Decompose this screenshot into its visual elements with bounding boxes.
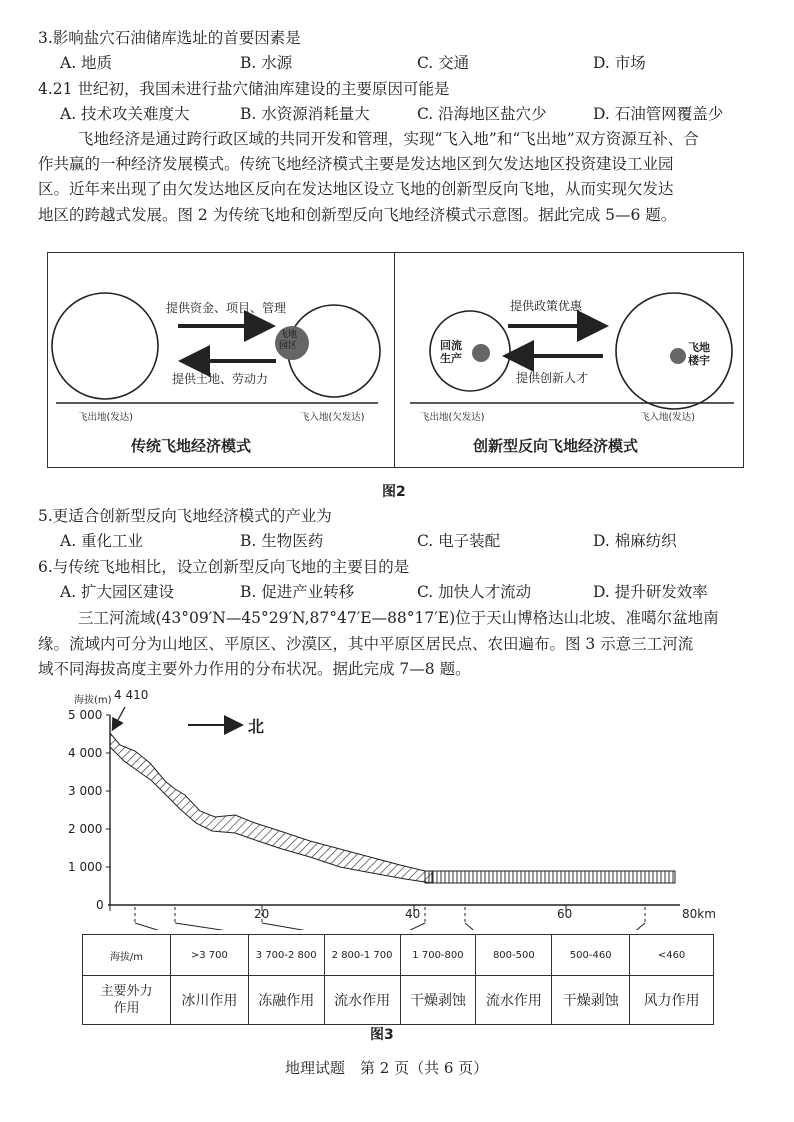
- left-panel-title: 传统飞地经济模式: [131, 437, 252, 455]
- q4-stem: 4.21 世纪初，我国未进行盐穴储油库建设的主要原因可能是: [38, 80, 450, 98]
- north-label: 北: [248, 717, 265, 736]
- zone-6-altitude: 500-460: [552, 935, 630, 976]
- left-axis-destination-label: 飞入地(欠发达): [300, 412, 365, 423]
- process-row: [83, 976, 714, 1025]
- enclave-park-label-line1: 飞地: [279, 330, 298, 340]
- enclave-park-label-line2: 园区: [279, 341, 298, 351]
- y-tick-label-1000: 1 000: [68, 860, 103, 874]
- passage2-line2: 缘。流域内可分为山地区、平原区、沙漠区，其中平原区居民点、农田遍布。图 3 示意三工河流: [38, 635, 694, 653]
- passage1-line3: 区。近年来出现了由欠发达地区反向在发达地区设立飞地的创新型反向飞地，从而实现欠发达: [38, 180, 674, 198]
- y-tick-label-0: 0: [96, 898, 104, 912]
- x-tick-label-40: 40: [405, 907, 421, 921]
- q5-option-c: C. 电子装配: [417, 532, 501, 550]
- zone-4-altitude: 1 700-800: [400, 935, 476, 976]
- figure-2: [47, 252, 744, 468]
- enclave-building-line1: 飞地: [688, 341, 710, 354]
- peak-altitude-label: 4 410: [114, 688, 149, 702]
- left-arrow-top-label: 提供资金、项目、管理: [166, 301, 287, 315]
- y-tick-label-5000: 5 000: [68, 708, 103, 722]
- return-production-dot: [472, 344, 490, 362]
- enclave-building-line2: 楼宇: [688, 354, 710, 367]
- figure-3-caption: 图3: [370, 1027, 394, 1043]
- zone-1-process: 冰川作用: [171, 976, 249, 1025]
- q5-stem: 5.更适合创新型反向飞地经济模式的产业为: [38, 507, 332, 525]
- zone-2-process: 冻融作用: [248, 976, 324, 1025]
- figure-2-caption: 图2: [382, 484, 406, 500]
- q4-option-a: A. 技术攻关难度大: [60, 105, 190, 123]
- right-axis-origin-label: 飞出地(欠发达): [420, 412, 485, 423]
- zone-3-altitude: 2 800-1 700: [324, 935, 400, 976]
- zone-5-altitude: 800-500: [476, 935, 552, 976]
- return-production-line2: 生产: [440, 352, 462, 365]
- altitude-row: [83, 935, 714, 976]
- y-tick-label-3000: 3 000: [68, 784, 103, 798]
- zone-2-altitude: 3 700-2 800: [248, 935, 324, 976]
- passage2-line1: 三工河流域(43°09′N—45°29′N,87°47′E—88°17′E)位于天山博格达山北坡、准噶尔盆地南: [78, 609, 719, 627]
- return-production-line1: 回流: [440, 339, 462, 352]
- q5-option-b: B. 生物医药: [240, 532, 324, 550]
- enclave-building-dot: [670, 348, 686, 364]
- q4-option-d: D. 石油管网覆盖少: [593, 105, 724, 123]
- figure-3-profile: [0, 685, 794, 930]
- terrain-plain-band: [425, 871, 675, 883]
- q4-option-b: B. 水资源消耗量大: [240, 105, 370, 123]
- zone-1-altitude: >3 700: [171, 935, 249, 976]
- zone-3-process: 流水作用: [324, 976, 400, 1025]
- right-panel-title: 创新型反向飞地经济模式: [473, 437, 639, 455]
- peak-arrow: [113, 707, 125, 729]
- x-tick-label-80km: 80km: [682, 907, 716, 921]
- zone-7-altitude: <460: [630, 935, 714, 976]
- return-production-label: [440, 339, 462, 365]
- right-arrow-top-label: 提供政策优惠: [510, 299, 583, 313]
- q6-option-c: C. 加快人才流动: [417, 583, 532, 601]
- zone-7-process: 风力作用: [630, 976, 714, 1025]
- passage2-line3: 域不同海拔高度主要外力作用的分布状况。据此完成 7—8 题。: [38, 660, 471, 678]
- left-arrow-bottom-label: 提供土地、劳动力: [172, 372, 269, 386]
- q4-option-c: C. 沿海地区盐穴少: [417, 105, 547, 123]
- zone-6-process: 干燥剥蚀: [552, 976, 630, 1025]
- q5-option-d: D. 棉麻纺织: [593, 532, 677, 550]
- zone-4-process: 干燥剥蚀: [400, 976, 476, 1025]
- x-tick-label-20: 20: [254, 907, 270, 921]
- q3-option-c: C. 交通: [417, 54, 470, 72]
- q3-stem: 3.影响盐穴石油储库选址的首要因素是: [38, 29, 301, 47]
- q6-option-a: A. 扩大园区建设: [60, 583, 175, 601]
- origin-circle-left: [52, 293, 158, 399]
- passage1-line2: 作共赢的一种经济发展模式。传统飞地经济模式主要是发达地区到欠发达地区投资建设工业园: [38, 155, 674, 173]
- q6-stem: 6.与传统飞地相比，设立创新型反向飞地的主要目的是: [38, 558, 410, 576]
- y-tick-label-4000: 4 000: [68, 746, 103, 760]
- q3-option-a: A. 地质: [60, 54, 113, 72]
- x-tick-label-60: 60: [557, 907, 573, 921]
- q6-option-d: D. 提升研发效率: [593, 583, 708, 601]
- figure-3-table: [82, 934, 714, 1025]
- zone-5-process: 流水作用: [476, 976, 552, 1025]
- passage1-line4: 地区的跨越式发展。图 2 为传统飞地和创新型反向飞地经济模式示意图。据此完成 5—6 题。: [38, 206, 677, 224]
- passage1-line1: 飞地经济是通过跨行政区域的共同开发和管理，实现“飞入地”和“飞出地”双方资源互补、合: [78, 130, 699, 148]
- enclave-building-label: [688, 341, 710, 367]
- q3-option-d: D. 市场: [593, 54, 646, 72]
- y-tick-label-2000: 2 000: [68, 822, 103, 836]
- q5-option-a: A. 重化工业: [60, 532, 144, 550]
- terrain-hatched-slope: [110, 733, 432, 883]
- zone-connectors: [135, 923, 645, 930]
- q6-option-b: B. 促进产业转移: [240, 583, 355, 601]
- page-footer: 地理试题 第 2 页（共 6 页）: [285, 1059, 489, 1077]
- altitude-header: 海拔/m: [83, 935, 171, 976]
- right-arrow-bottom-label: 提供创新人才: [516, 371, 589, 385]
- left-axis-origin-label: 飞出地(发达): [78, 412, 133, 423]
- q3-option-b: B. 水源: [240, 54, 293, 72]
- right-axis-destination-label: 飞入地(发达): [640, 412, 695, 423]
- y-axis-label: 海拔(m): [74, 695, 112, 706]
- process-header: 主要外力作用: [83, 976, 171, 1025]
- enclave-park-label: [279, 330, 297, 352]
